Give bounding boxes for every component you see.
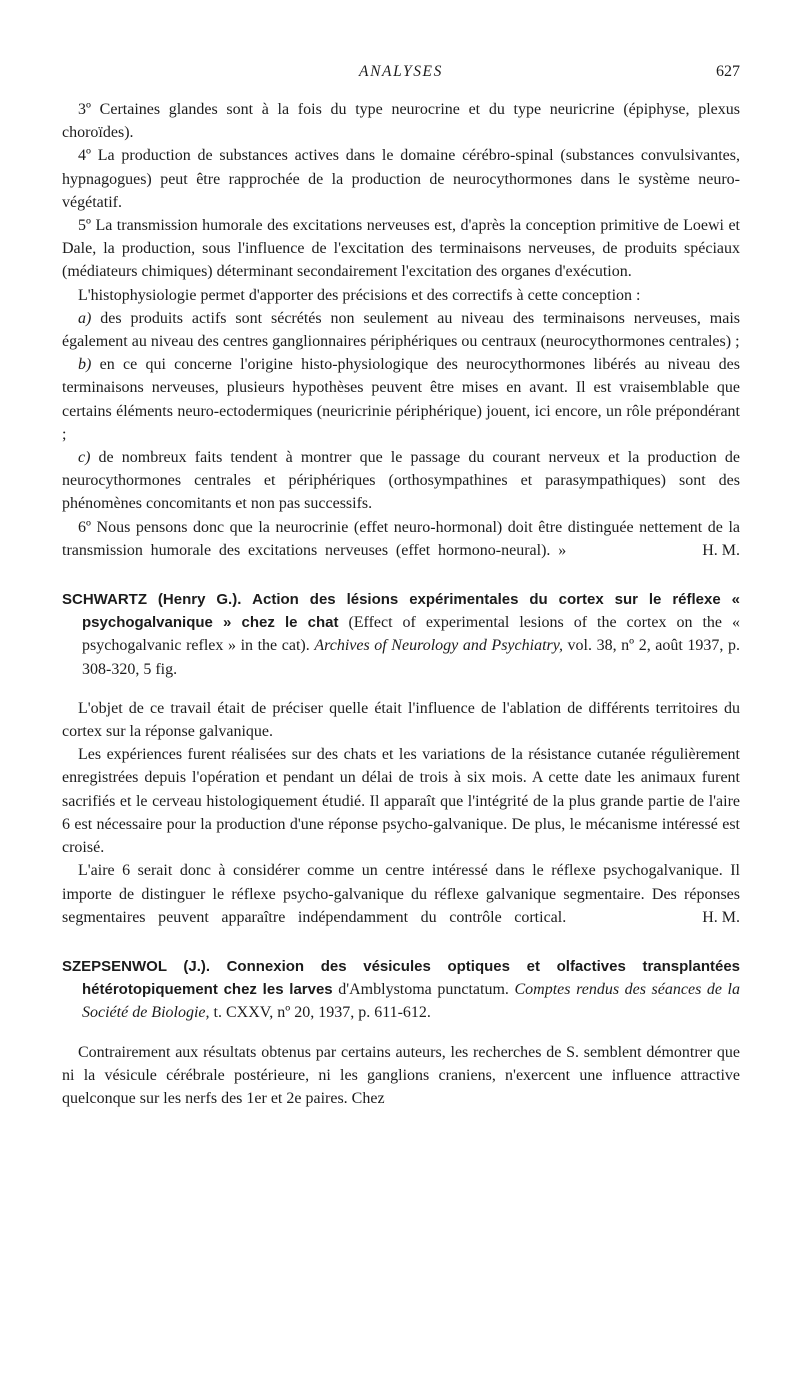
review-body (62, 1041, 740, 1111)
page-number: 627 (716, 63, 740, 80)
list-item-text: en ce qui concerne l'origine histo-physiologique des neurocythormones libérés au niveau des terminaisons nerveuses, plusieurs hypothèses peuvent être mises en avant. Il est vraisemblable que certains éléments neuro-ectodermiques (neuricrinie périphérique) jouent, ici encore, un rôle prépondérant ; (62, 356, 740, 443)
journal-name: Comptes rendus des séances de la Société de Biologie, (82, 981, 740, 1022)
bibliographic-heading (62, 588, 740, 681)
closing-paragraph (62, 859, 740, 929)
bibliographic-heading (62, 955, 740, 1025)
paragraph: Contrairement aux résultats obtenus par certains auteurs, les recherches de S. semblent démontrer que ni la vésicule cérébrale postérieure, ni les ganglions craniens, n'exercent une influence attractive quelconque sur les nerfs des 1er et 2e paires. Chez (62, 1043, 740, 1107)
article-title: Action des lésions expérimentales du cortex sur le réflexe « psychogalvanique » chez le chat (82, 591, 740, 632)
page-content (62, 98, 740, 1110)
signature: H. M. (702, 908, 740, 926)
list-marker: c) (78, 449, 91, 467)
continued-review (62, 98, 740, 562)
paragraph: L'objet de ce travail était de préciser quelle était l'influence de l'ablation de différents territoires du cortex sur la réponse galvanique. (62, 699, 740, 741)
author-name: SCHWARTZ (Henry G.). (62, 591, 242, 609)
citation-details: t. CXXV, nº 20, 1937, p. 611-612. (209, 1004, 431, 1022)
journal-name: Archives of Neurology and Psychiatry, (314, 637, 563, 655)
list-marker: b) (78, 356, 92, 374)
article-title: Connexion des vésicules optiques et olfactives transplantées hétérotopiquement chez les larves (82, 957, 741, 999)
numbered-point: 3º Certaines glandes sont à la fois du type neurocrine et du type neuricrine (épiphyse, plexus choroïdes). (62, 101, 740, 142)
review-entry-schwartz (62, 588, 740, 929)
review-body (62, 697, 740, 929)
list-item (62, 307, 740, 353)
closing-text: L'aire 6 serait donc à considérer comme un centre intéressé dans le réflexe psychogalvanique. Il importe de distinguer le réflexe psycho-galvanique du réflexe galvanique segmentaire. Des réponses segmentaires peuvent apparaître indépendamment du contrôle cortical. (62, 862, 740, 926)
paragraph: L'histophysiologie permet d'apporter des précisions et des correctifs à cette conception : (78, 286, 641, 304)
running-title: ANALYSES (359, 63, 443, 80)
citation-details: vol. 38, nº 2, août 1937, p. 308-320, 5 fig. (82, 637, 741, 678)
paragraph: Les expériences furent réalisées sur des chats et les variations de la résistance cutanée régulièrement enregistrées depuis l'opération et pendant un délai de trois à six mois. A cette date les animaux furent sacrifiés et le cerveau histologiquement étudié. Il apparaît que l'intégrité de la plus grande partie de l'aire 6 est nécessaire pour la production d'une réponse psycho-galvanique. De plus, le mécanisme intéressé est croisé. (62, 746, 740, 857)
list-item-text: des produits actifs sont sécrétés non seulement au niveau des terminaisons nerveuses, mais également au niveau des centres ganglionnaires périphériques ou centraux (neurocythormones centrales) ; (62, 309, 740, 351)
article-title-english: (Effect of experimental lesions of the cortex on the « psychogalvanic reflex » in the cat). (82, 614, 740, 655)
signature: H. M. (702, 541, 740, 559)
list-item (62, 446, 740, 516)
running-header (62, 63, 740, 85)
closing-text: 6º Nous pensons donc que la neurocrinie (effet neuro-hormonal) doit être distinguée nettement de la transmission humorale des excitations nerveuses (effet hormono-neural). » (62, 518, 740, 559)
review-entry-szepsenwol (62, 955, 740, 1110)
numbered-point: 4º La production de substances actives dans le domaine cérébro-spinal (substances convulsivantes, hypnagogues) peut être rapprochée de la production de neurocythormones dans le système neuro-végétatif. (62, 147, 740, 211)
article-title-english: d'Amblystoma punctatum. (332, 981, 515, 999)
list-item (62, 353, 740, 446)
author-name: SZEPSENWOL (J.). (62, 957, 211, 975)
closing-paragraph (62, 516, 740, 562)
list-marker: a) (78, 309, 92, 327)
list-item-text: de nombreux faits tendent à montrer que le passage du courant nerveux et la production de neurocythormones centrales et périphériques (orthosympathines et parasympathiques) sont des phénomènes concomitants et non pas successifs. (62, 449, 740, 513)
numbered-point: 5º La transmission humorale des excitations nerveuses est, d'après la conception primitive de Loewi et Dale, la production, sous l'influence de l'excitation des terminaisons nerveuses, de produits spéciaux (médiateurs chimiques) déterminant secondairement l'excitation des organes d'exécution. (62, 217, 740, 281)
